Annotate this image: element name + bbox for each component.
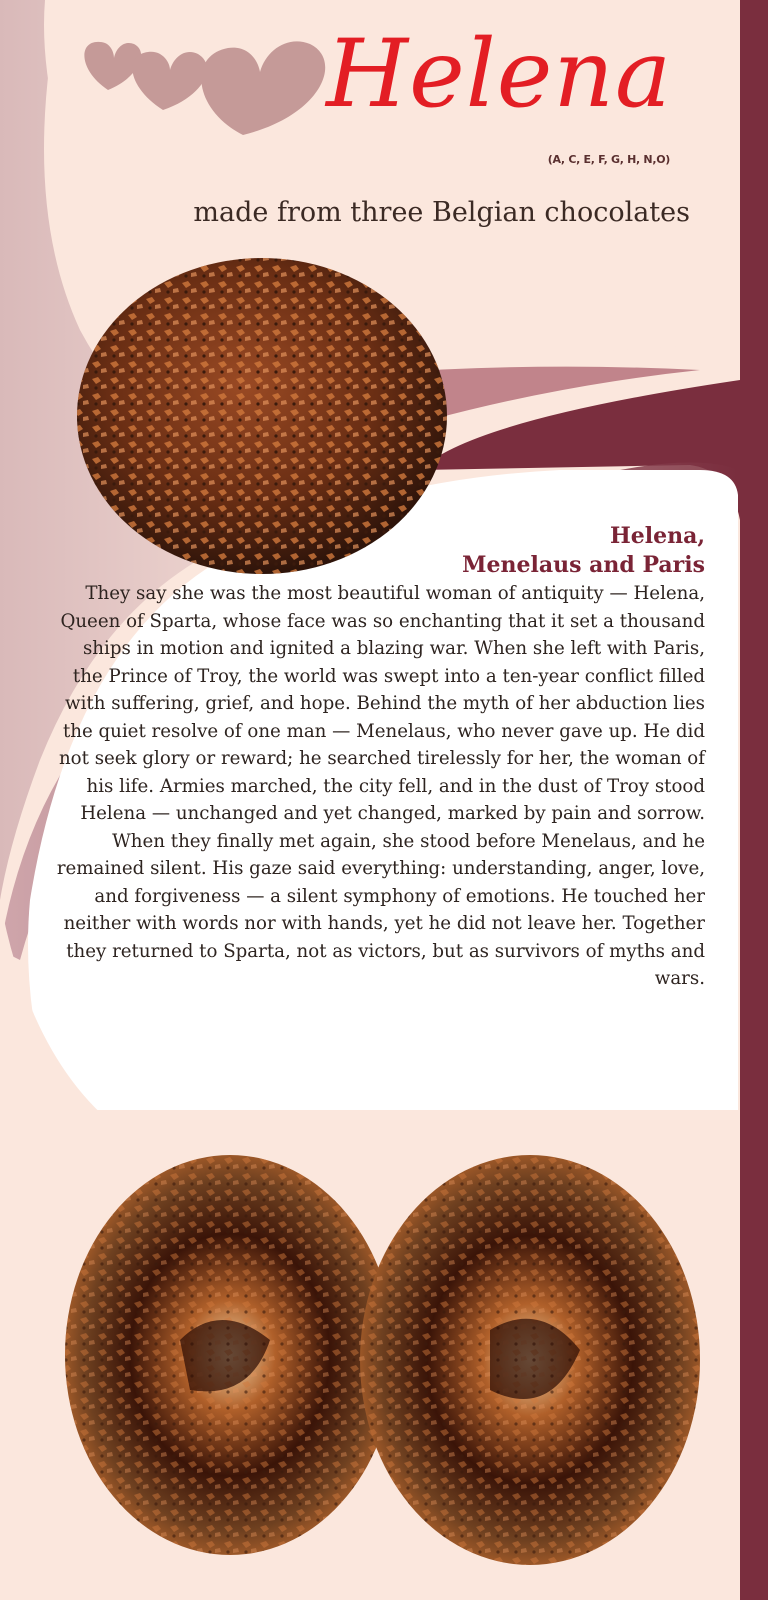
allergen-list: (A, C, E, F, G, H, N,O) [547,153,670,166]
story-title-line2: Menelaus and Paris [462,552,705,578]
story-title-line1: Helena, [609,523,705,549]
story-body: They say she was the most beautiful woman of antiquity — Helena, Queen of Sparta, whose face was so enchanting that it set a thousand ships in motion and ignited a blazing war. When she left with Paris, the Prince of Troy, the world was swept into a ten-year conflict filled with suffering, grief, and hope. Behind the myth of her abduction lies the quiet resolve of one man — Menelaus, who never gave up. He did not seek glory or reward; he searched tirelessly for her, the woman of his life. Armies marched, the city fell, and in the dust of Troy stood Helena — unchanged and yet changed, marked by pain and sorrow. When they finally met again, she stood before Menelaus, and he remained silent. His gaze said everything: understanding, anger, love, and forgiveness — a silent symphony of emotions. He touched her neither with words nor with hands, yet he did not leave her. Together they returned to Sparta, not as victors, but as survivors of myths and wars. [56,583,705,989]
heart-icon-large [201,41,325,135]
story-section [50,522,705,993]
brand-block [326,20,690,168]
brand-title: Helena [326,20,672,129]
subtitle: made from three Belgian chocolates [193,197,690,228]
heart-icon-medium [132,52,207,110]
hearts-decoration [78,30,338,140]
truffle-halves-image [60,1140,720,1570]
